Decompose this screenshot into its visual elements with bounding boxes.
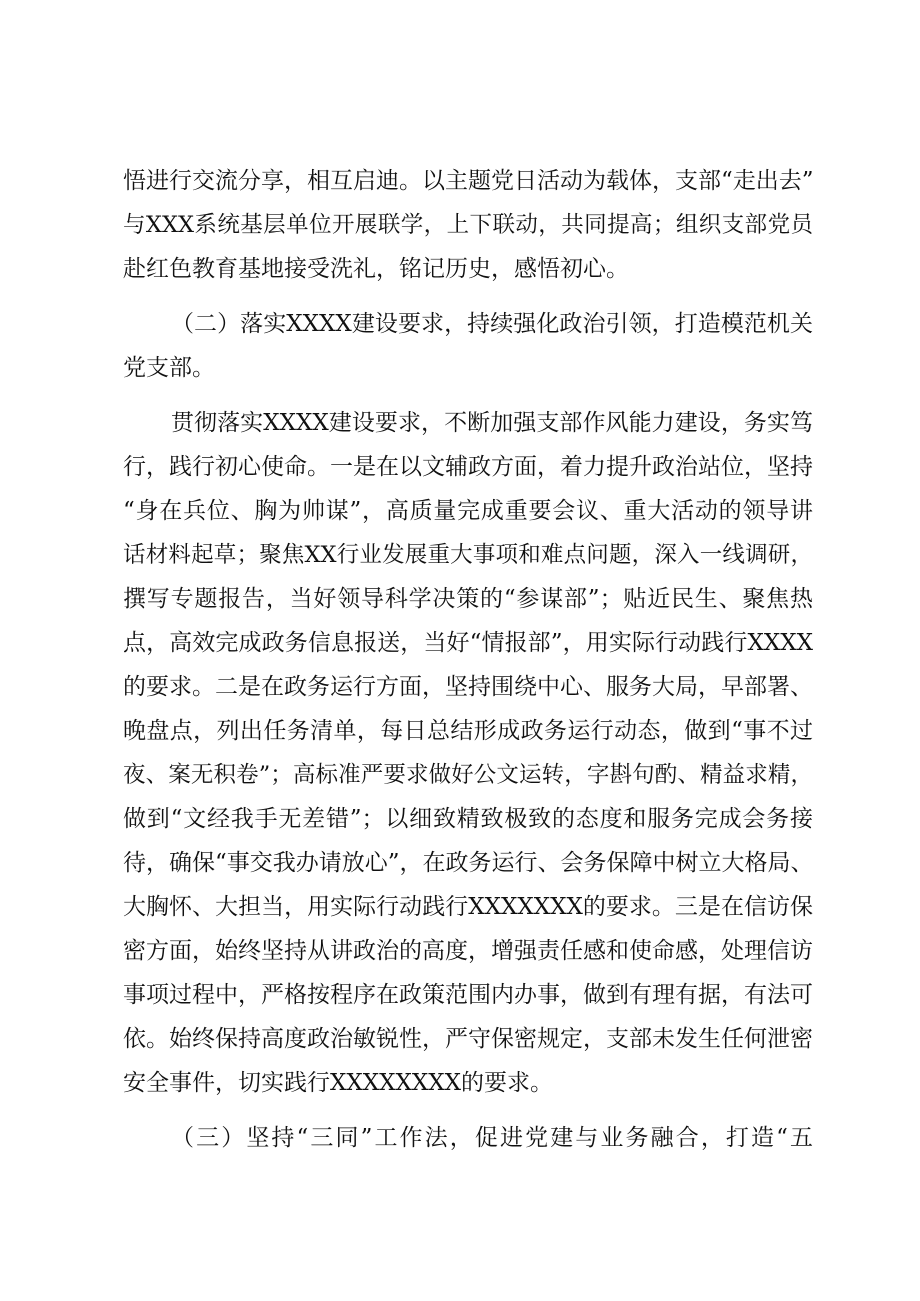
text-line-6: 贯彻落实XXXX建设要求，不断加强支部作风能力建设，务实笃	[171, 410, 813, 436]
text-line-16: 待，确保“事交我办请放心”，在政务运行、会务保障中树立大格局、	[123, 850, 814, 876]
text-line-18: 密方面，始终坚持从讲政治的高度，增强责任感和使命感，处理信访	[123, 938, 813, 964]
text-line-8: “身在兵位、胸为帅谋”，高质量完成重要会议、重大活动的领导讲	[123, 498, 813, 524]
section-heading-3: （三）坚持“三同”工作法，促进党建与业务融合，打造“五	[171, 1125, 813, 1151]
text-line-20: 依。始终保持高度政治敏锐性，严守保密规定，支部未发生任何泄密	[123, 1026, 813, 1052]
text-line-15: 做到“文经我手无差错”；以细致精致极致的态度和服务完成会务接	[123, 806, 813, 832]
text-line-12: 的要求。二是在政务运行方面，坚持围绕中心、服务大局，早部署、	[123, 674, 813, 700]
text-line-17: 大胸怀、大担当，用实际行动践行XXXXXXX的要求。三是在信访保	[123, 894, 813, 920]
text-line-11: 点，高效完成政务信息报送，当好“情报部”，用实际行动践行XXXX	[123, 630, 813, 656]
text-line-10: 撰写专题报告，当好领导科学决策的“参谋部”；贴近民生、聚焦热	[123, 586, 813, 612]
text-line-1: 悟进行交流分享，相互启迪。以主题党日活动为载体，支部“走出去”	[123, 168, 814, 194]
text-line-13: 晚盘点，列出任务清单，每日总结形成政务运行动态，做到“事不过	[123, 718, 813, 744]
text-line-19: 事项过程中，严格按程序在政策范围内办事，做到有理有据，有法可	[123, 982, 813, 1008]
section-heading-2-cont: 党支部。	[123, 355, 215, 381]
text-line-14: 夜、案无积卷”；高标准严要求做好公文运转，字斟句酌、精益求精，	[123, 762, 813, 788]
section-heading-2: （二）落实XXXX建设要求，持续强化政治引领，打造模范机关	[171, 311, 813, 337]
text-line-21: 安全事件，切实践行XXXXXXXX的要求。	[123, 1070, 553, 1096]
text-line-2: 与XXX系统基层单位开展联学，上下联动，共同提高；组织支部党员	[123, 212, 813, 238]
text-line-3: 赴红色教育基地接受洗礼，铭记历史，感悟初心。	[123, 256, 629, 282]
text-line-7: 行，践行初心使命。一是在以文辅政方面，着力提升政治站位，坚持	[123, 454, 813, 480]
text-line-9: 话材料起草；聚焦XX行业发展重大事项和难点问题，深入一线调研，	[123, 542, 813, 568]
